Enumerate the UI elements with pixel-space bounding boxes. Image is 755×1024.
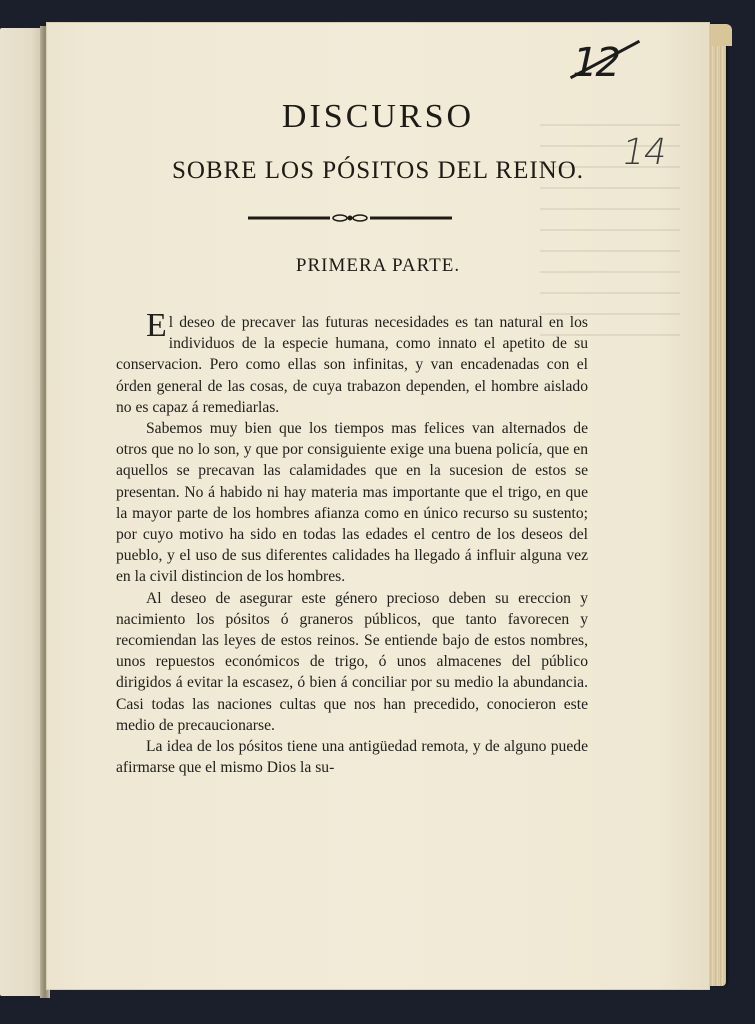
paragraph: Sabemos muy bien que los tiempos mas felices van alternados de otros que no lo son, y que por consiguiente exige una buena policía, que en aquellos se precavan las calamidades que en la sucesion de estos se presentan. No á habido ni hay materia mas importante que el trigo, en que la mayor parte de los hombres afianza como en único recurso su sustento; por cuyo motivo ha sido en todas las edades el centro de los deseos del pueblo, y el uso de sus diferentes calidades ha llegado á influir alguna vez en la civil distincion de los hombres. xyxy=(116,420,588,586)
drop-cap: E xyxy=(146,307,167,344)
ornament-divider-icon xyxy=(246,211,454,225)
page-subtitle: SOBRE LOS PÓSITOS DEL REINO. xyxy=(171,157,585,184)
paragraph: La idea de los pósitos tiene una antigüedad remota, y de alguno puede afirmarse que el mismo Dios la su- xyxy=(116,738,588,777)
part-heading: PRIMERA PARTE. xyxy=(295,255,461,276)
page-corner xyxy=(712,24,732,46)
body-text xyxy=(116,307,588,778)
page-title: DISCURSO xyxy=(281,98,475,135)
facing-page xyxy=(0,28,44,996)
paragraph: Al deseo de asegurar este género precioso deben su ereccion y nacimiento los pósitos ó graneros públicos, que tanto favorecen y recomiendan las leyes de estos reinos. Se entiende bajo de estos nombres, unos repuestos económicos de trigo, ó unos almacenes del público dirigidos á evitar la escasez, ó bien á conciliar por su medio la abundancia. Casi todas las naciones cultas que nos han precedido, conocieron este medio de precaucionarse. xyxy=(116,589,588,734)
paragraph xyxy=(116,307,588,418)
paragraph-text: l deseo de precaver las futuras necesidades es tan natural en los individuos de la especie humana, como innato el apetito de su conservacion. Pero como ellas son infinitas, y van encadenadas con el órden general de las cosas, de cuya trabazon dependen, el hombre aislado no es capaz á remediarlas. xyxy=(116,314,588,416)
folio-number: 14 xyxy=(618,132,670,173)
